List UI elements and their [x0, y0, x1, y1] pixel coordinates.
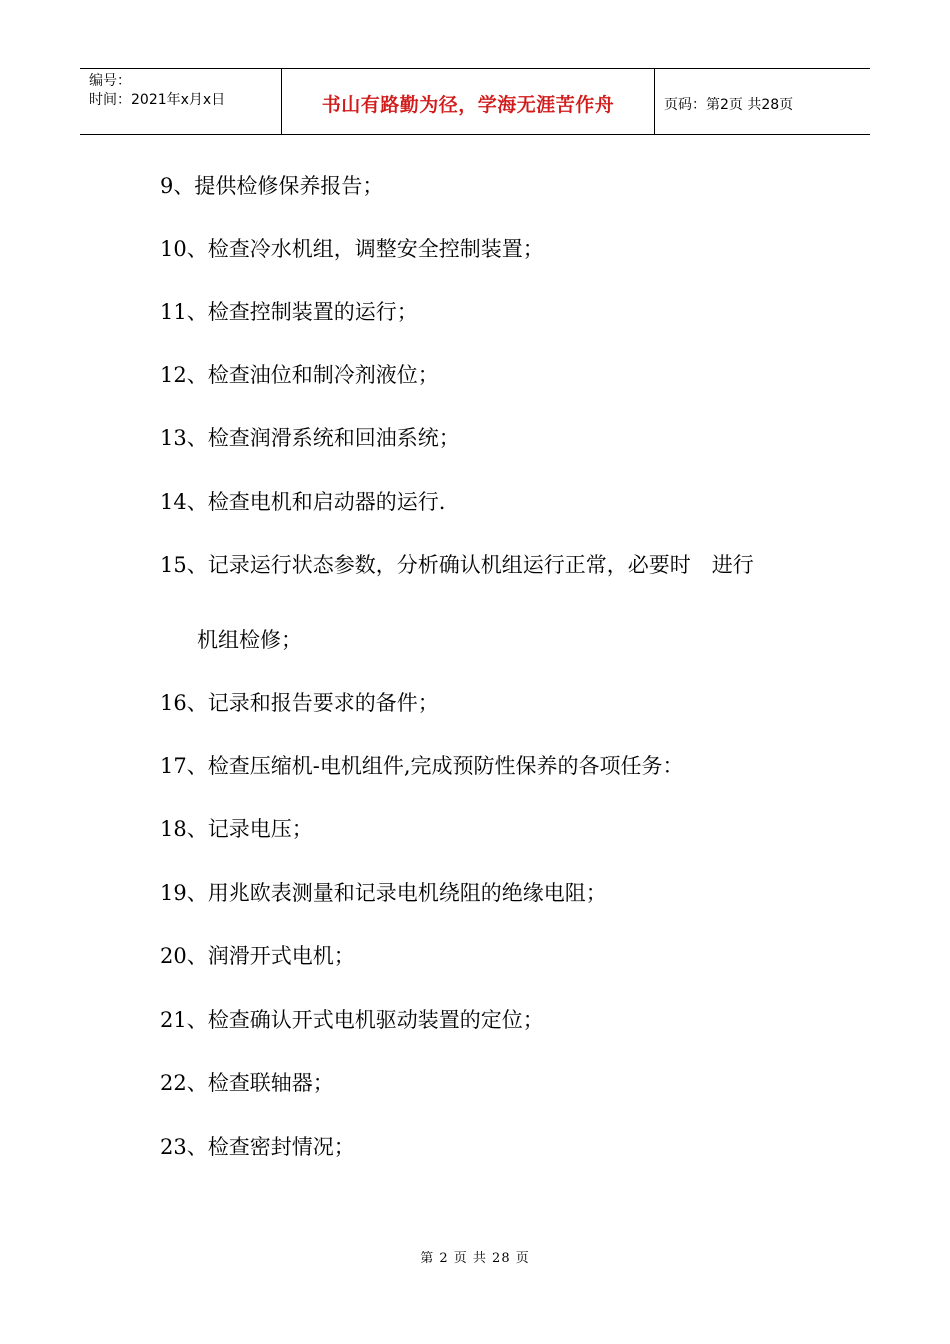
list-item: 22、检查联轴器； [160, 1071, 334, 1095]
list-item: 15、记录运行状态参数，分析确认机组运行正常，必要时 进行 [160, 553, 754, 577]
list-item: 17、检查压缩机-电机组件,完成预防性保养的各项任务： [160, 754, 684, 778]
document-time-label: 时间：2021年x月x日 [89, 92, 226, 108]
list-item: 10、检查冷水机组，调整安全控制装置； [160, 237, 544, 261]
list-item-continuation: 机组检修； [197, 628, 302, 652]
document-number-label: 编号： [89, 73, 131, 89]
list-item: 9、提供检修保养报告； [160, 174, 384, 198]
list-item: 19、用兆欧表测量和记录电机绕阻的绝缘电阻； [160, 881, 607, 905]
header-motto: 书山有路勤为径，学海无涯苦作舟 [282, 69, 655, 134]
page-header [80, 68, 870, 135]
list-item: 23、检查密封情况； [160, 1135, 355, 1159]
list-item: 20、润滑开式电机； [160, 944, 355, 968]
list-item: 16、记录和报告要求的备件； [160, 691, 439, 715]
header-meta [80, 69, 282, 134]
header-page-info: 页码：第2页 共28页 [664, 96, 794, 113]
list-item: 18、记录电压； [160, 817, 313, 841]
list-item: 21、检查确认开式电机驱动装置的定位； [160, 1008, 544, 1032]
list-item: 11、检查控制装置的运行； [160, 300, 418, 324]
list-item: 14、检查电机和启动器的运行. [160, 490, 446, 514]
list-item: 13、检查润滑系统和回油系统； [160, 426, 460, 450]
list-item: 12、检查油位和制冷剂液位； [160, 363, 439, 387]
page-footer: 第 2 页 共 28 页 [420, 1251, 530, 1266]
